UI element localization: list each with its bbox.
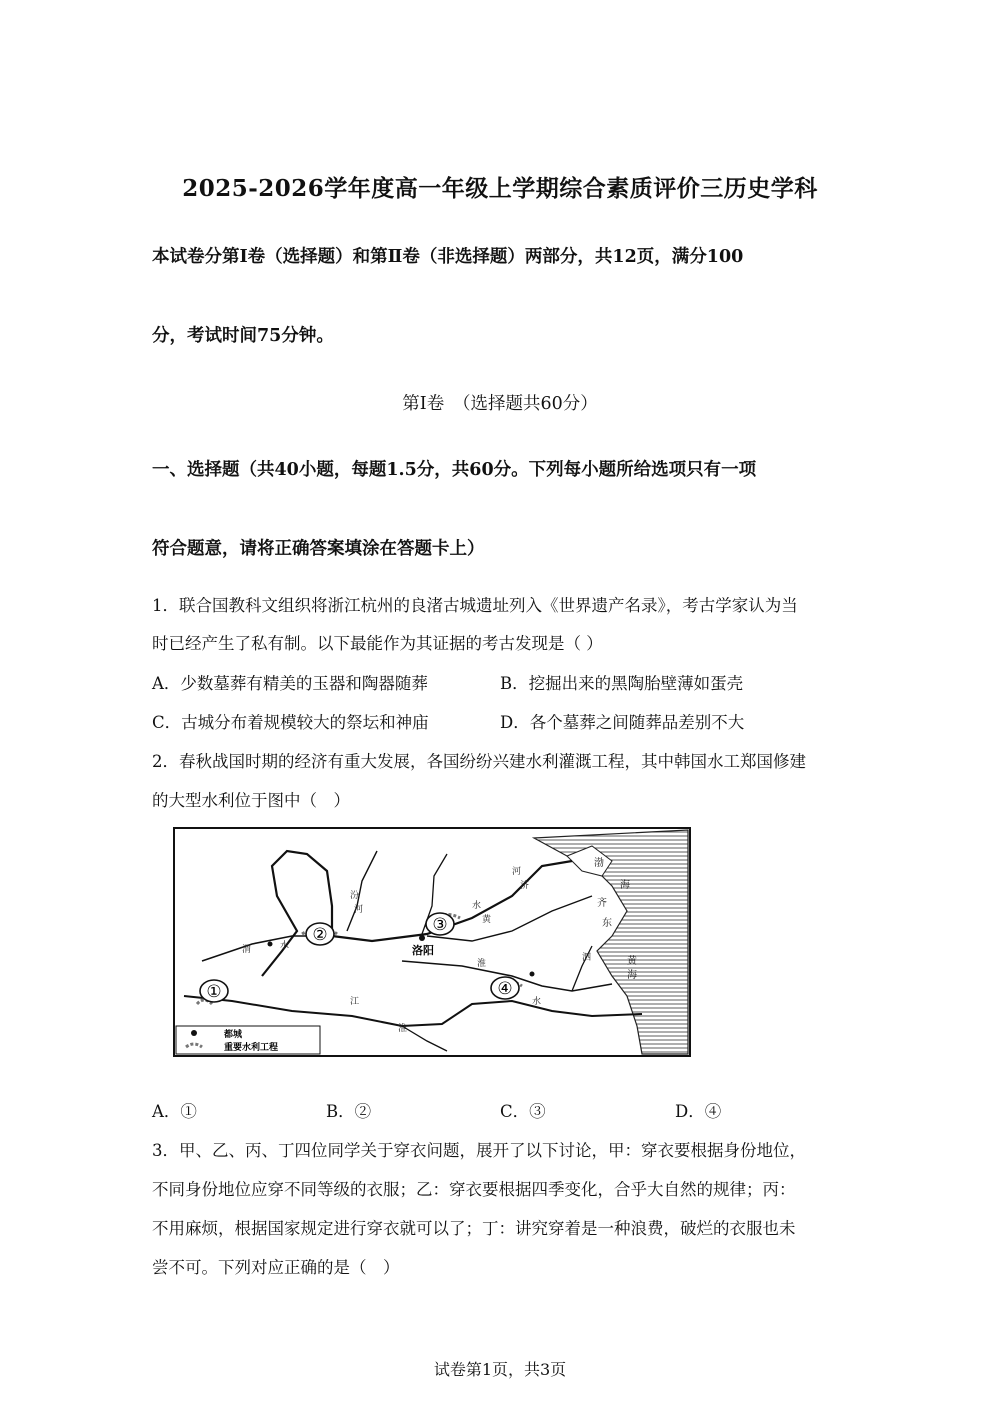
river-label: 河 [512,867,522,877]
svg-text:重要水利工程: 重要水利工程 [224,1043,279,1053]
question-1-option-b: B．挖掘出来的黑陶胎壁薄如蛋壳 [500,674,744,693]
question-1-option-a: A．少数墓葬有精美的玉器和陶器随葬 [152,674,428,693]
river-label: 水 [472,901,482,911]
question-3-line-3: 不用麻烦，根据国家规定进行穿衣就可以了；丁：讲究穿着是一种浪费，破烂的衣服也未 [152,1219,796,1238]
svg-text:④: ④ [497,979,513,999]
question-2-option-d: D．④ [675,1102,722,1121]
luoyang-capital-dot [419,935,425,941]
sea-label: 黄 [627,956,637,967]
river-label: 济 [520,881,530,891]
exam-intro-line-1: 本试卷分第Ⅰ卷（选择题）和第Ⅱ卷（非选择题）两部分，共12页，满分100 [152,247,744,267]
question-2-line-2: 的大型水利位于图中（ ） [152,791,350,810]
state-label: 齐 [597,898,607,909]
state-label: 东 [602,918,612,929]
city-label-luoyang: 洛阳 [412,944,434,957]
warring-states-map [172,826,692,1058]
marker-3 [426,913,454,935]
xianyang-capital-dot [268,942,273,947]
river-label: 水 [532,997,542,1007]
river-label: 泗 [582,953,592,963]
question-3-line-1: 3．甲、乙、丙、丁四位同学关于穿衣问题，展开了以下讨论，甲：穿衣要根据身份地位， [152,1141,806,1160]
question-3-line-4: 尝不可。下列对应正确的是（ ） [152,1258,400,1277]
part-heading-line-2: 符合题意，请将正确答案填涂在答题卡上） [152,539,485,559]
section-heading: 第Ⅰ卷 （选择题共60分） [402,394,598,414]
question-1-option-d: D．各个墓葬之间随葬品差别不大 [500,713,745,732]
marker-4 [491,977,519,999]
capital-dot [530,972,535,977]
legend-capital-icon [191,1030,197,1036]
sea-label: 海 [620,880,630,891]
exam-intro-line-2: 分，考试时间75分钟。 [152,326,334,346]
question-2-option-b: B．② [326,1102,372,1121]
svg-text:③: ③ [432,915,448,935]
river-label: 汾 [350,891,360,901]
river-label: 淮 [477,959,487,969]
part-heading-line-1: 一、选择题（共40小题，每题1.5分，共60分。下列每小题所给选项只有一项 [152,460,757,480]
question-2-line-1: 2．春秋战国时期的经济有重大发展，各国纷纷兴建水利灌溉工程，其中韩国水工郑国修建 [152,752,806,771]
river-label: 河 [354,905,364,915]
exam-title: 2025-2026学年度高一年级上学期综合素质评价三历史学科 [182,175,818,202]
river-label: 水 [280,941,290,951]
page-footer: 试卷第1页，共3页 [433,1360,567,1379]
sea-label: 渤 [594,858,604,869]
svg-text:都城: 都城 [224,1030,243,1040]
svg-text:②: ② [312,925,328,945]
marker-1 [200,980,228,1002]
river-label: 渭 [242,945,252,955]
marker-2 [306,923,334,945]
svg-text:①: ① [206,982,222,1002]
question-1-line-1: 1．联合国教科文组织将浙江杭州的良渚古城遗址列入《世界遗产名录》，考古学家认为当 [152,596,798,615]
river-label: 江 [350,997,360,1007]
sea-label: 海 [627,970,637,981]
question-1-option-c: C．古城分布着规模较大的祭坛和神庙 [152,713,429,732]
question-2-option-c: C．③ [500,1102,546,1121]
river-label: 黄 [482,915,492,925]
question-3-line-2: 不同身份地位应穿不同等级的衣服；乙：穿衣要根据四季变化，合乎大自然的规律；丙： [152,1180,796,1199]
river-label: 淮 [398,1024,408,1034]
question-2-option-a: A．① [152,1102,197,1121]
question-1-line-2: 时已经产生了私有制。以下最能作为其证据的考古发现是（ ） [152,634,603,653]
map-legend [176,1026,320,1054]
